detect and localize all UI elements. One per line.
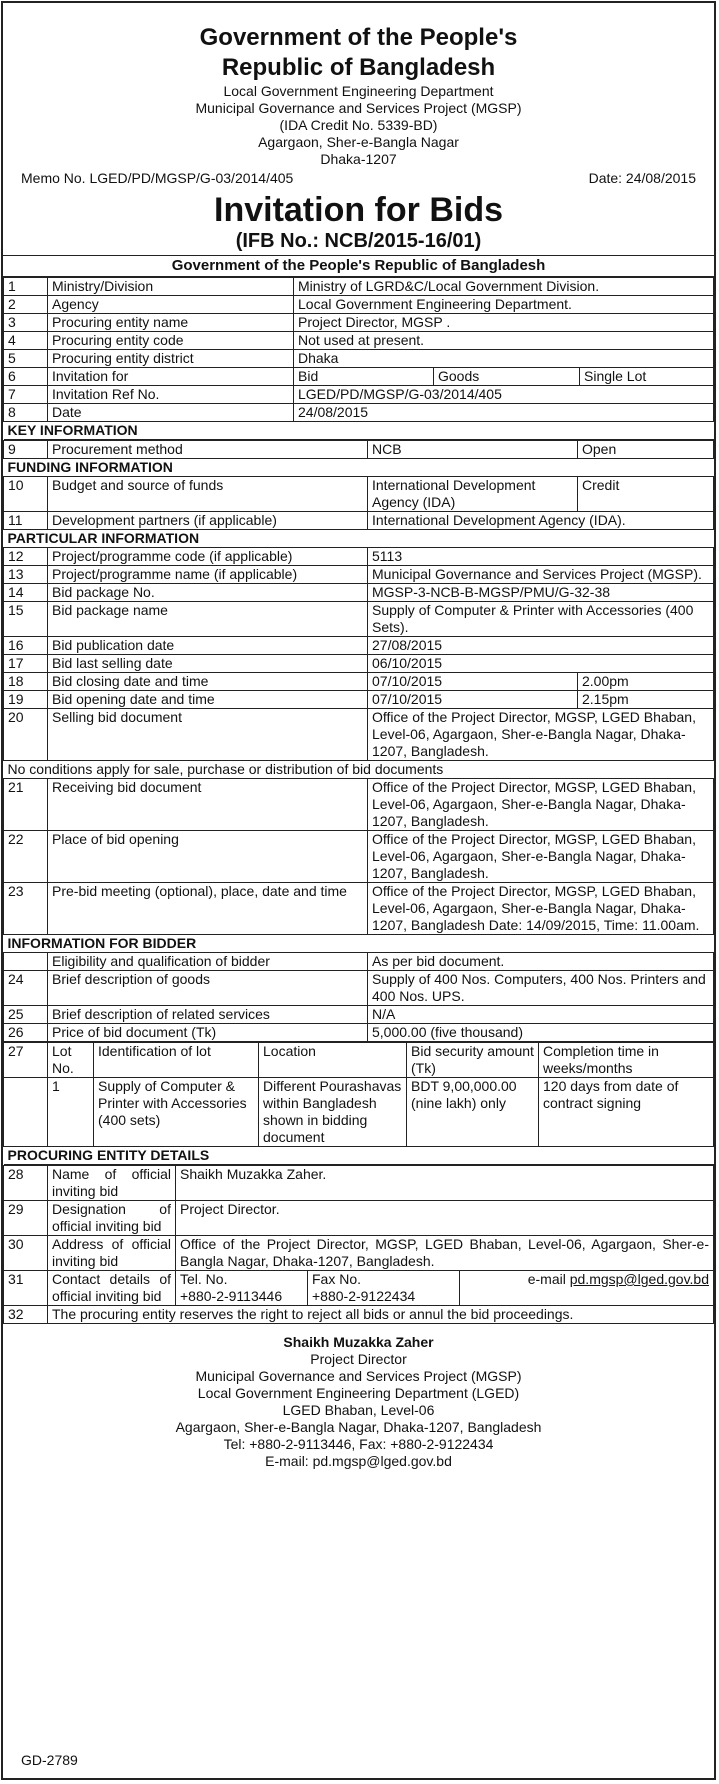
row-value: Office of the Project Director, MGSP, LGED Bhaban, Level-06, Agargaon, Sher-e-Bangla Nagar, Dhaka-1207, Bangladesh. bbox=[176, 1236, 714, 1271]
row-number: 24 bbox=[4, 971, 48, 1006]
row-value: Shaikh Muzakka Zaher. bbox=[176, 1166, 714, 1201]
table-row bbox=[4, 368, 714, 386]
row-label: Brief description of related services bbox=[48, 1006, 368, 1024]
row-number: 32 bbox=[4, 1306, 48, 1324]
row-label: Bid closing date and time bbox=[48, 673, 368, 691]
lot-header-security: Bid security amount (Tk) bbox=[407, 1043, 539, 1078]
table-row bbox=[4, 691, 714, 709]
no-conditions-note bbox=[4, 761, 714, 779]
lot-header-completion: Completion time in weeks/months bbox=[539, 1043, 714, 1078]
table-row bbox=[4, 779, 714, 831]
row-number: 3 bbox=[4, 314, 48, 332]
table-row bbox=[4, 512, 714, 530]
lot-header-location: Location bbox=[259, 1043, 407, 1078]
email-label: e-mail bbox=[527, 1271, 566, 1287]
fax-cell bbox=[308, 1271, 460, 1306]
row-label: Procuring entity name bbox=[48, 314, 294, 332]
signature-line: Agargaon, Sher-e-Bangla Nagar, Dhaka-1207, Bangladesh bbox=[175, 1419, 542, 1435]
lot-header-row bbox=[4, 1043, 714, 1078]
row-value: Not used at present. bbox=[294, 332, 714, 350]
table-row bbox=[4, 1271, 714, 1306]
table-row bbox=[4, 386, 714, 404]
table-lots bbox=[3, 1042, 714, 1165]
row-value: The procuring entity reserves the right to reject all bids or annul the bid proceedings. bbox=[48, 1306, 714, 1324]
row-number: 6 bbox=[4, 368, 48, 386]
row-number: 21 bbox=[4, 779, 48, 831]
table-row bbox=[4, 953, 714, 971]
row-value: Local Government Engineering Department. bbox=[294, 296, 714, 314]
tel-cell bbox=[176, 1271, 308, 1306]
table-row bbox=[4, 831, 714, 883]
row-number: 20 bbox=[4, 709, 48, 761]
row-number: 17 bbox=[4, 655, 48, 673]
row-label: Procurement method bbox=[48, 441, 368, 459]
gov-row: Government of the People's Republic of Bangladesh bbox=[3, 255, 714, 277]
table-row bbox=[4, 296, 714, 314]
row-number: 10 bbox=[4, 477, 48, 512]
row-value: 5113 bbox=[368, 548, 714, 566]
row-value: As per bid document. bbox=[368, 953, 714, 971]
row-number: 25 bbox=[4, 1006, 48, 1024]
fax-value: +880-2-9122434 bbox=[312, 1288, 416, 1304]
row-label: Date bbox=[48, 404, 294, 422]
header-line-2: Municipal Governance and Services Project (MGSP) bbox=[195, 100, 522, 116]
row-number bbox=[4, 953, 48, 971]
ifb-number: (IFB No.: NCB/2015-16/01) bbox=[235, 230, 482, 252]
section-title: PARTICULAR INFORMATION bbox=[4, 530, 714, 548]
row-number: 27 bbox=[4, 1043, 48, 1078]
row-value: Dhaka bbox=[294, 350, 714, 368]
row-label: Brief description of goods bbox=[48, 971, 368, 1006]
row-value: 07/10/2015 bbox=[368, 673, 578, 691]
row-label: Receiving bid document bbox=[48, 779, 368, 831]
row-number: 18 bbox=[4, 673, 48, 691]
section-title: FUNDING INFORMATION bbox=[4, 459, 714, 477]
row-label: Eligibility and qualification of bidder bbox=[48, 953, 368, 971]
table-row bbox=[4, 332, 714, 350]
row-number: 12 bbox=[4, 548, 48, 566]
table-row bbox=[4, 278, 714, 296]
signature-line: Municipal Governance and Services Project (MGSP) bbox=[195, 1368, 522, 1384]
table-row bbox=[4, 1201, 714, 1236]
tel-value: +880-2-9113446 bbox=[180, 1288, 283, 1304]
header-line-3: (IDA Credit No. 5339-BD) bbox=[279, 117, 438, 133]
row-label: Procuring entity district bbox=[48, 350, 294, 368]
row-number: 31 bbox=[4, 1271, 48, 1306]
row-label: Bid package No. bbox=[48, 584, 368, 602]
memo-row bbox=[3, 170, 714, 187]
section-information-for-bidder bbox=[4, 935, 714, 953]
row-label: Bid last selling date bbox=[48, 655, 368, 673]
row-number: 7 bbox=[4, 386, 48, 404]
row-number: 19 bbox=[4, 691, 48, 709]
section-procuring-entity-details bbox=[4, 1147, 714, 1165]
memo-number: Memo No. LGED/PD/MGSP/G-03/2014/405 bbox=[21, 170, 294, 186]
lot-identification: Supply of Computer & Printer with Accessories (400 sets) bbox=[94, 1078, 259, 1147]
section-funding-information bbox=[4, 459, 714, 477]
row-number: 22 bbox=[4, 831, 48, 883]
row-value: NCB bbox=[368, 441, 578, 459]
row-number: 13 bbox=[4, 566, 48, 584]
row-number: 2 bbox=[4, 296, 48, 314]
table-row bbox=[4, 477, 714, 512]
row-label: Bid publication date bbox=[48, 637, 368, 655]
table-row bbox=[4, 1306, 714, 1324]
section-title: PROCURING ENTITY DETAILS bbox=[4, 1147, 714, 1165]
table-row bbox=[4, 404, 714, 422]
section-title: KEY INFORMATION bbox=[4, 422, 714, 440]
table-row bbox=[4, 637, 714, 655]
note-text: No conditions apply for sale, purchase or distribution of bid documents bbox=[4, 761, 714, 779]
table-row bbox=[4, 971, 714, 1006]
section-title: INFORMATION FOR BIDDER bbox=[4, 935, 714, 953]
lot-row bbox=[4, 1078, 714, 1147]
memo-date: Date: 24/08/2015 bbox=[588, 170, 696, 186]
document-page bbox=[1, 1, 716, 1780]
email-link[interactable]: pd.mgsp@lged.gov.bd bbox=[569, 1271, 709, 1287]
row-value-2: Open bbox=[578, 441, 714, 459]
row-value-2: 2.15pm bbox=[578, 691, 714, 709]
row-value-lot: Single Lot bbox=[580, 368, 714, 386]
table-procuring-entity bbox=[3, 1165, 714, 1324]
row-number: 15 bbox=[4, 602, 48, 637]
row-value: 5,000.00 (five thousand) bbox=[368, 1024, 714, 1042]
row-label: Development partners (if applicable) bbox=[48, 512, 368, 530]
email-cell bbox=[460, 1271, 714, 1306]
row-number: 5 bbox=[4, 350, 48, 368]
row-value: N/A bbox=[368, 1006, 714, 1024]
row-label: Price of bid document (Tk) bbox=[48, 1024, 368, 1042]
signature-line: LGED Bhaban, Level-06 bbox=[282, 1402, 435, 1418]
signature-line: Tel: +880-2-9113446, Fax: +880-2-9122434 bbox=[223, 1436, 494, 1452]
row-value-2: Credit bbox=[578, 477, 714, 512]
signature-line: E-mail: pd.mgsp@lged.gov.bd bbox=[265, 1453, 452, 1469]
row-number: 11 bbox=[4, 512, 48, 530]
table-row bbox=[4, 548, 714, 566]
row-label: Procuring entity code bbox=[48, 332, 294, 350]
title-line-1: Government of the People's bbox=[199, 24, 518, 51]
row-label: Designation of official inviting bid bbox=[48, 1201, 176, 1236]
row-number: 26 bbox=[4, 1024, 48, 1042]
lot-completion: 120 days from date of contract signing bbox=[539, 1078, 714, 1147]
table-row bbox=[4, 673, 714, 691]
row-label: Name of official inviting bid bbox=[48, 1166, 176, 1201]
table-row bbox=[4, 314, 714, 332]
row-number: 9 bbox=[4, 441, 48, 459]
fax-label: Fax No. bbox=[312, 1271, 362, 1287]
row-value: Supply of 400 Nos. Computers, 400 Nos. Printers and 400 Nos. UPS. bbox=[368, 971, 714, 1006]
row-number: 1 bbox=[4, 278, 48, 296]
row-label: Contact details of official inviting bid bbox=[48, 1271, 176, 1306]
row-label: Bid opening date and time bbox=[48, 691, 368, 709]
signature-block bbox=[3, 1334, 714, 1470]
row-value: Municipal Governance and Services Project (MGSP). bbox=[368, 566, 714, 584]
title-line-2: Republic of Bangladesh bbox=[221, 54, 496, 81]
header-line-5: Dhaka-1207 bbox=[320, 151, 397, 167]
row-number bbox=[4, 1078, 48, 1147]
tel-label: Tel. No. bbox=[180, 1271, 228, 1287]
row-value: 07/10/2015 bbox=[368, 691, 578, 709]
table-row bbox=[4, 1236, 714, 1271]
row-label: Ministry/Division bbox=[48, 278, 294, 296]
table-row bbox=[4, 441, 714, 459]
row-value: Office of the Project Director, MGSP, LGED Bhaban, Level-06, Agargaon, Sher-e-Bangla Nagar, Dhaka-1207, Bangladesh Date: 14/09/2015, Time: 11.00am. bbox=[368, 883, 714, 935]
row-value: 24/08/2015 bbox=[294, 404, 714, 422]
table-row bbox=[4, 883, 714, 935]
table-row bbox=[4, 602, 714, 637]
row-number: 16 bbox=[4, 637, 48, 655]
lot-security: BDT 9,00,000.00 (nine lakh) only bbox=[407, 1078, 539, 1147]
table-row bbox=[4, 584, 714, 602]
ifb-title: Invitation for Bids bbox=[214, 191, 503, 229]
table-row bbox=[4, 1166, 714, 1201]
row-value-goods: Goods bbox=[434, 368, 580, 386]
row-value: Office of the Project Director, MGSP, LGED Bhaban, Level-06, Agargaon, Sher-e-Bangla Nagar, Dhaka-1207, Bangladesh. bbox=[368, 779, 714, 831]
signature-line: Project Director bbox=[310, 1351, 407, 1367]
section-key-information bbox=[4, 422, 714, 440]
row-number: 8 bbox=[4, 404, 48, 422]
row-label: Invitation Ref No. bbox=[48, 386, 294, 404]
row-value: Office of the Project Director, MGSP, LGED Bhaban, Level-06, Agargaon, Sher-e-Bangla Nagar, Dhaka-1207, Bangladesh. bbox=[368, 831, 714, 883]
row-number: 23 bbox=[4, 883, 48, 935]
row-value: Project Director, MGSP . bbox=[294, 314, 714, 332]
footer-code: GD-2789 bbox=[21, 1752, 78, 1768]
row-value: Project Director. bbox=[176, 1201, 714, 1236]
lot-header-lot-no: Lot No. bbox=[48, 1043, 94, 1078]
row-label: Invitation for bbox=[48, 368, 294, 386]
table-general bbox=[3, 277, 714, 440]
header-line-4: Agargaon, Sher-e-Bangla Nagar bbox=[258, 134, 459, 150]
table-row bbox=[4, 566, 714, 584]
signature-line: Local Government Engineering Department (LGED) bbox=[197, 1385, 520, 1401]
table-row bbox=[4, 350, 714, 368]
header-line-1: Local Government Engineering Department bbox=[223, 83, 494, 99]
row-value: 27/08/2015 bbox=[368, 637, 714, 655]
row-value-2: 2.00pm bbox=[578, 673, 714, 691]
lot-number: 1 bbox=[48, 1078, 94, 1147]
row-label: Project/programme name (if applicable) bbox=[48, 566, 368, 584]
row-value: Supply of Computer & Printer with Accessories (400 Sets). bbox=[368, 602, 714, 637]
row-value-bid: Bid bbox=[294, 368, 434, 386]
lot-location: Different Pourashavas within Bangladesh shown in bidding document bbox=[259, 1078, 407, 1147]
row-value: International Development Agency (IDA) bbox=[368, 477, 578, 512]
row-value: International Development Agency (IDA). bbox=[368, 512, 714, 530]
table-details bbox=[3, 440, 714, 1042]
signatory-name: Shaikh Muzakka Zaher bbox=[283, 1334, 434, 1350]
table-row bbox=[4, 709, 714, 761]
table-row bbox=[4, 655, 714, 673]
row-number: 14 bbox=[4, 584, 48, 602]
row-label: Selling bid document bbox=[48, 709, 368, 761]
lot-header-identification: Identification of lot bbox=[94, 1043, 259, 1078]
row-label: Pre-bid meeting (optional), place, date and time bbox=[48, 883, 368, 935]
table-row bbox=[4, 1024, 714, 1042]
row-number: 30 bbox=[4, 1236, 48, 1271]
table-row bbox=[4, 1006, 714, 1024]
row-number: 4 bbox=[4, 332, 48, 350]
row-label: Budget and source of funds bbox=[48, 477, 368, 512]
row-value: Office of the Project Director, MGSP, LGED Bhaban, Level-06, Agargaon, Sher-e-Bangla Nagar, Dhaka-1207, Bangladesh. bbox=[368, 709, 714, 761]
row-label: Address of official inviting bid bbox=[48, 1236, 176, 1271]
row-label: Place of bid opening bbox=[48, 831, 368, 883]
row-value: Ministry of LGRD&C/Local Government Division. bbox=[294, 278, 714, 296]
row-number: 28 bbox=[4, 1166, 48, 1201]
row-label: Project/programme code (if applicable) bbox=[48, 548, 368, 566]
section-particular-information bbox=[4, 530, 714, 548]
row-value: LGED/PD/MGSP/G-03/2014/405 bbox=[294, 386, 714, 404]
row-label: Bid package name bbox=[48, 602, 368, 637]
row-label: Agency bbox=[48, 296, 294, 314]
row-value: 06/10/2015 bbox=[368, 655, 714, 673]
row-number: 29 bbox=[4, 1201, 48, 1236]
row-value: MGSP-3-NCB-B-MGSP/PMU/G-32-38 bbox=[368, 584, 714, 602]
